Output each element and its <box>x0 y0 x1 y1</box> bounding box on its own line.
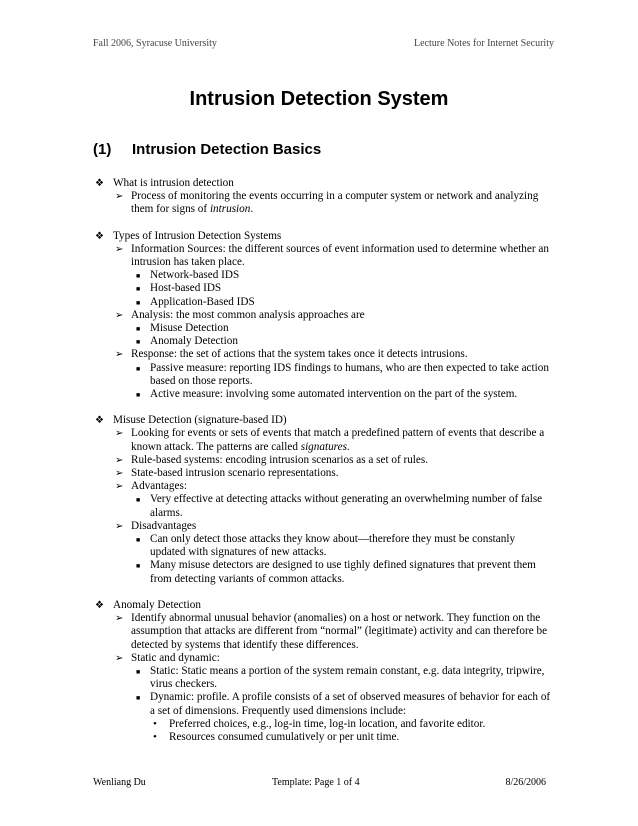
dot-bullet-icon: • <box>153 717 157 730</box>
list-item <box>93 348 553 361</box>
list-item <box>93 652 553 665</box>
page-header-left: Fall 2006, Syracuse University <box>93 38 217 49</box>
list-item-text: Very effective at detecting attacks without generating an overwhelming number of false alarms. <box>150 493 543 519</box>
diamond-bullet-icon: ❖ <box>95 599 104 611</box>
arrow-bullet-icon: ➢ <box>115 613 124 625</box>
arrow-bullet-icon: ➢ <box>115 243 124 255</box>
list-item <box>93 190 553 216</box>
dot-bullet-icon: • <box>153 730 157 743</box>
arrow-bullet-icon: ➢ <box>115 191 124 203</box>
list-item <box>93 718 553 731</box>
list-item-text: Identify abnormal unusual behavior (anomalies) on a host or network. They function on the assumption that attacks are different from “normal” (legitimate) activity and can therefore be detected by systems that identify these differences. <box>131 612 548 651</box>
square-bullet-icon: ■ <box>136 391 141 400</box>
arrow-bullet-icon: ➢ <box>115 428 124 440</box>
square-bullet-icon: ■ <box>136 562 141 571</box>
list-item <box>93 731 553 744</box>
list-item-text: Application-Based IDS <box>150 295 255 308</box>
list-item <box>93 480 553 493</box>
list-item-text: Rule-based systems: encoding intrusion scenarios as a set of rules. <box>131 453 429 466</box>
list-item <box>93 665 553 691</box>
footer-page-info: Template: Page 1 of 4 <box>272 777 360 788</box>
square-bullet-icon: ■ <box>136 364 141 373</box>
list-item-text: Types of Intrusion Detection Systems <box>113 229 282 242</box>
list-item <box>93 243 553 269</box>
diamond-bullet-icon: ❖ <box>95 415 104 427</box>
list-item-text: Active measure: involving some automated intervention on the part of the system. <box>150 388 518 401</box>
list-item <box>93 322 553 335</box>
list-item <box>93 454 553 467</box>
footer-author: Wenliang Du <box>93 777 146 788</box>
list-item <box>93 309 553 322</box>
list-item-text: Information Sources: the different sources of event information used to determine whether an intrusion has taken place. <box>131 242 549 269</box>
list-item-text: State-based intrusion scenario representations. <box>131 467 339 480</box>
list-item-text: Anomaly Detection <box>150 335 238 348</box>
list-item <box>93 362 553 388</box>
list-item-text: Passive measure: reporting IDS findings to humans, who are then expected to take action based on those reports. <box>150 361 549 387</box>
diamond-bullet-icon: ❖ <box>95 230 104 242</box>
list-item <box>93 388 553 401</box>
list-item-text: Disadvantages <box>131 519 197 532</box>
list-item <box>93 177 553 190</box>
bullet-group <box>93 230 553 402</box>
list-item-text: Anomaly Detection <box>113 598 201 611</box>
list-item-text: Many misuse detectors are designed to use tighly defined signatures that prevent them from detecting variants of common attacks. <box>150 559 536 585</box>
list-item <box>93 533 553 559</box>
square-bullet-icon: ■ <box>136 285 141 294</box>
list-item-text: Resources consumed cumulatively or per unit time. <box>169 730 400 743</box>
section-number: (1) <box>93 141 112 158</box>
list-item-text: Can only detect those attacks they know about—therefore they must be constanly updated with signatures of new attacks. <box>150 533 516 559</box>
square-bullet-icon: ■ <box>136 325 141 334</box>
list-item <box>93 282 553 295</box>
list-item-text: Response: the set of actions that the system takes once it detects intrusions. <box>131 348 468 361</box>
bullet-group <box>93 177 553 217</box>
list-item-text: Misuse Detection (signature-based ID) <box>113 414 287 427</box>
list-item <box>93 520 553 533</box>
document-body <box>93 177 553 757</box>
arrow-bullet-icon: ➢ <box>115 309 124 321</box>
arrow-bullet-icon: ➢ <box>115 520 124 532</box>
square-bullet-icon: ■ <box>136 338 141 347</box>
diamond-bullet-icon: ❖ <box>95 178 104 189</box>
list-item <box>93 612 553 652</box>
page-header-right: Lecture Notes for Internet Security <box>414 38 554 49</box>
footer-date: 8/26/2006 <box>505 777 546 788</box>
list-item <box>93 559 553 585</box>
list-item-text: What is intrusion detection <box>113 177 234 189</box>
arrow-bullet-icon: ➢ <box>115 481 124 493</box>
list-item <box>93 296 553 309</box>
bullet-group <box>93 599 553 744</box>
square-bullet-icon: ■ <box>136 667 141 676</box>
square-bullet-icon: ■ <box>136 694 141 703</box>
list-item-text: Misuse Detection <box>150 322 229 335</box>
list-item <box>93 467 553 480</box>
arrow-bullet-icon: ➢ <box>115 454 124 466</box>
arrow-bullet-icon: ➢ <box>115 468 124 480</box>
list-item-text: Dynamic: profile. A profile consists of a set of observed measures of behavior for each of a set of dimensions. Frequently used dimensions include: <box>150 691 551 717</box>
list-item-text: Looking for events or sets of events that match a predefined pattern of events that describe a known attack. The patterns are called signatures. <box>131 427 545 453</box>
section-heading <box>93 141 321 158</box>
arrow-bullet-icon: ➢ <box>115 652 124 664</box>
list-item-text: Static: Static means a portion of the system remain constant, e.g. data integrity, tripwire, virus checkers. <box>150 664 545 691</box>
list-item-text: Analysis: the most common analysis approaches are <box>131 308 365 321</box>
square-bullet-icon: ■ <box>136 272 141 281</box>
square-bullet-icon: ■ <box>136 298 141 307</box>
square-bullet-icon: ■ <box>136 496 141 505</box>
list-item <box>93 230 553 243</box>
arrow-bullet-icon: ➢ <box>115 349 124 361</box>
list-item <box>93 414 553 427</box>
square-bullet-icon: ■ <box>136 536 141 545</box>
section-title: Intrusion Detection Basics <box>132 141 322 158</box>
list-item <box>93 335 553 348</box>
list-item-text: Static and dynamic: <box>131 651 220 664</box>
list-item <box>93 493 553 519</box>
list-item <box>93 427 553 453</box>
list-item <box>93 269 553 282</box>
list-item-text: Preferred choices, e.g., log-in time, log-in location, and favorite editor. <box>169 717 486 730</box>
list-item <box>93 691 553 717</box>
list-item-text: Advantages: <box>131 480 187 493</box>
list-item <box>93 599 553 612</box>
document-title: Intrusion Detection System <box>189 88 449 110</box>
bullet-group <box>93 414 553 586</box>
list-item-text: Network-based IDS <box>150 269 240 282</box>
list-item-text: Host-based IDS <box>150 282 222 295</box>
list-item-text: Process of monitoring the events occurring in a computer system or network and analyzing them for signs of intrusion. <box>131 190 539 216</box>
